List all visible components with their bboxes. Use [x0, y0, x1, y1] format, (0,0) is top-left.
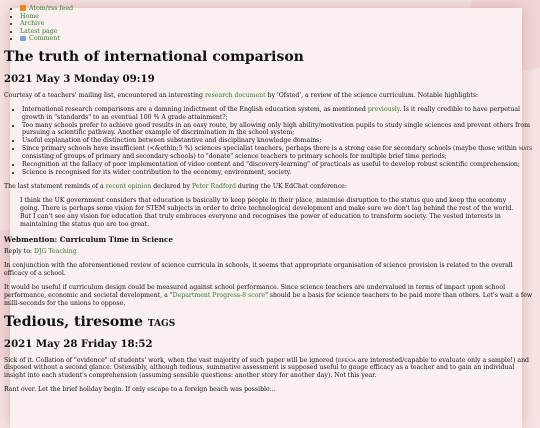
list-item: • Science is recognised for its wider contribution to the economy, environment, society. — [22, 169, 536, 177]
post-title: The truth of international comparison — [4, 48, 304, 65]
list-item-text: consisting of groups of primary and secondary schools) to "donate" science teachers to primary schools for multiple brief time periods; — [22, 153, 447, 161]
nav-item-home[interactable] — [20, 13, 536, 21]
list-item: • Recognition at the fallacy of poor implementation of video content and "discovery-learning" of practicals as useful to develop robust scientific comprehension; — [22, 161, 536, 169]
post-date: 2021 May 3 Monday 09:19 — [4, 72, 155, 85]
paragraph-text: Sick of it. Collation of "evidence" of students' work, when the vast majority of such paper will be ignored ( — [4, 356, 338, 364]
paragraph-text: The last statement reminds of a — [4, 183, 106, 191]
list-item-text: International research comparisons are a damning indictment of the English education system, as mentioned — [22, 105, 368, 113]
post-title-2 — [4, 314, 536, 332]
webmention-title: Webmention: Curriculum Time in Science — [4, 234, 173, 244]
nav-link-feed[interactable]: Atom/rss feed — [29, 5, 74, 12]
nav-item-latest[interactable] — [20, 28, 536, 36]
nav-item-feed[interactable] — [20, 5, 536, 13]
paragraph: Rant over. Let the brief holiday begin. If only escape to a foreign beach was possible... — [4, 386, 276, 394]
highlights-list — [4, 106, 536, 177]
nav-item-archive[interactable] — [20, 20, 536, 28]
main-content — [4, 5, 536, 394]
dfe-abbr: DFE/OA — [337, 358, 356, 364]
progress-8-link[interactable]: Department Progress-8 score — [172, 291, 266, 299]
research-document-link[interactable]: research document — [204, 91, 266, 99]
paragraph — [4, 284, 536, 308]
paragraph: In conjunction with the aforementioned review of science curricula in schools, it seems that appropriate organisation of science provision is related to the overall efficacy of a school. — [4, 261, 513, 277]
nav-link-home[interactable]: Home — [20, 12, 39, 20]
previously-link[interactable]: previously — [367, 105, 400, 113]
peter-radford-link[interactable]: Peter Radford — [191, 183, 236, 191]
list-item-text: . Is it really credible to have perpetual growth in "standards" to an eventual 100 % A grade attainment?; — [22, 105, 520, 121]
reply-label: Reply to: — [4, 247, 34, 255]
comment-icon — [20, 36, 26, 41]
paragraph-text: declared by — [151, 183, 192, 191]
nav-item-comment[interactable] — [20, 35, 536, 43]
quote: I think the UK government considers that education is basically to keep people in their place, minimise disruption to the status quo and keep the economy going. There is perhaps some vision for STEM subjects in order to drive technological development and make sure we don't lag behind the rest of the world. But I can't see any vision for education that truly embraces everyone and recognises the power of education to transform society. The vested interests in maintaining the status quo are too great. — [20, 197, 514, 228]
list-item: • Too many schools prefer to achieve good results in an easy route, by allowing only high ability/motivation pupils to study single sciences and prevent others from pursuing a scientific pathway. Another example of discrimination in the school system; — [22, 122, 536, 138]
nav-link-archive[interactable]: Archive — [20, 20, 45, 28]
post-title-text: Tedious, tiresome — [4, 313, 148, 330]
djg-teaching-link[interactable]: DJG Teaching — [34, 247, 77, 255]
intro-text-end: by 'Ofsted', a review of the science curriculum. Notable highlights: — [265, 91, 479, 99]
reply-line — [4, 248, 536, 256]
paragraph-text: It would be useful if curriculum design could be measured against school performance. Since science teachers are undervalued in terms of impact upon school performance, economic and societal development, a " — [4, 283, 506, 299]
list-item — [22, 106, 536, 122]
mats-abbr: MATS — [518, 147, 533, 153]
paragraph — [4, 357, 536, 381]
recent-opinion-link[interactable]: recent opinion — [105, 183, 152, 191]
paragraph-text: " should be a basis for science teachers to be paid more than others. Let's wait a few milli-seconds for the unions to oppose. — [4, 291, 533, 307]
list-item: • Useful explanation of the distinction between substantive and disciplinary knowledge domains; — [22, 137, 536, 145]
rss-icon — [20, 5, 26, 11]
nav-menu — [4, 5, 536, 43]
intro-text: Courtesy of a teachers' mailing list, encountered an interesting — [4, 91, 205, 99]
nav-link-latest[interactable]: Latest page — [20, 27, 58, 35]
list-item-text: Since primary schools have insufficient (<&ethin;5 %) sciences specialist teachers, perhaps there is a strong case for secondary schools (maybe those within — [22, 145, 519, 153]
paragraph-text: during the UK EdChat conference: — [235, 183, 347, 191]
paragraph-text: are interested/capable to evaluate only a sample!) and disposed without a second glance. Ostensibly, although tedious, summative assessment is supposed useful to gauge efficacy as a teacher and to gain an individual insight into each student's comprehension (assuming sensible questions: another story for another day). Not this year. — [4, 356, 530, 380]
post-intro — [4, 92, 536, 100]
last-statement — [4, 183, 536, 191]
post-date-2: 2021 May 28 Friday 18:52 — [4, 337, 153, 350]
nav-link-comment[interactable]: Comment — [29, 35, 60, 43]
list-item — [22, 145, 536, 161]
tags-abbr: TAGS — [147, 318, 176, 329]
